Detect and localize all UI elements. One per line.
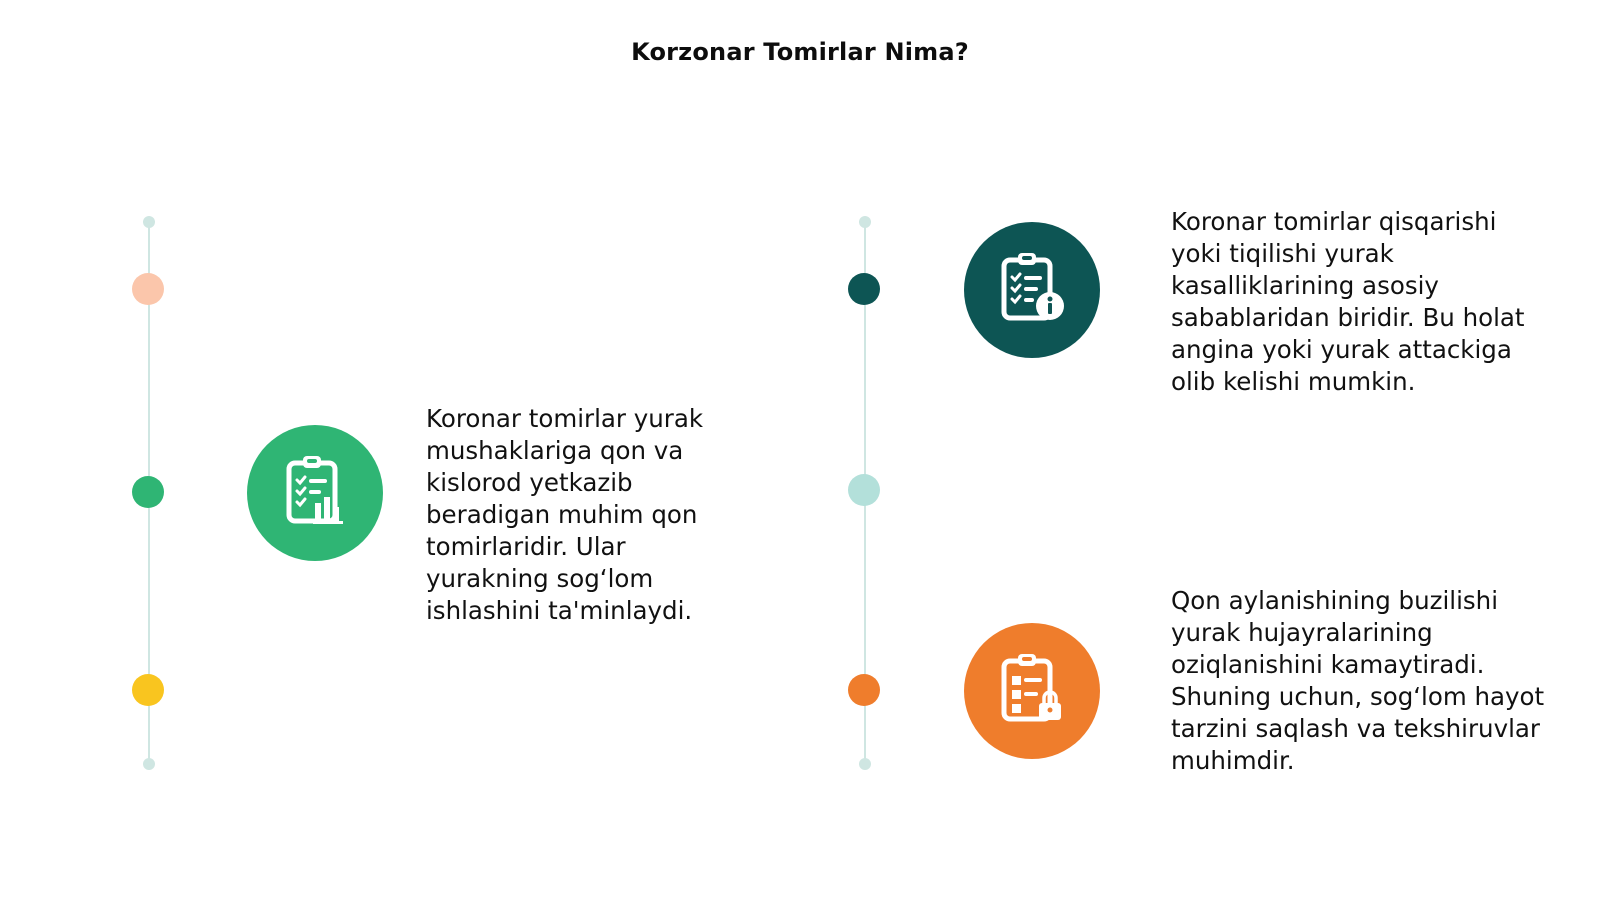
page-title: Korzonar Tomirlar Nima? bbox=[631, 38, 969, 66]
left-marker-yellow bbox=[132, 674, 164, 706]
right-timeline-top-cap bbox=[859, 216, 871, 228]
clipboard-chart-icon bbox=[275, 451, 355, 535]
clipboard-info-icon bbox=[992, 248, 1072, 332]
right-marker-teal bbox=[848, 273, 880, 305]
item-2-text: Koronar tomirlar qisqarishi yoki tiqilishi yurak kasalliklarining asosiy sabablaridan biridir. Bu holat angina yoki yurak attackiga olib kelishi mumkin. bbox=[1171, 207, 1525, 396]
right-marker-orange bbox=[848, 674, 880, 706]
right-marker-mint bbox=[848, 474, 880, 506]
right-timeline-bottom-cap bbox=[859, 758, 871, 770]
left-marker-peach bbox=[132, 273, 164, 305]
left-marker-green bbox=[132, 476, 164, 508]
item-1-icon-circle bbox=[247, 425, 383, 561]
item-3-icon-circle bbox=[964, 623, 1100, 759]
item-1-text: Koronar tomirlar yurak mushaklariga qon va kislorod yetkazib beradigan muhim qon tomirlaridir. Ular yurakning sog‘lom ishlashini ta'minlaydi. bbox=[426, 404, 704, 625]
item-2-icon-circle bbox=[964, 222, 1100, 358]
left-timeline-top-cap bbox=[143, 216, 155, 228]
item-3-text: Qon aylanishining buzilishi yurak hujayralarining oziqlanishini kamaytiradi. Shuning uchun, sog‘lom hayot tarzini saqlash va tekshiruvlar muhimdir. bbox=[1171, 586, 1545, 775]
left-timeline-bottom-cap bbox=[143, 758, 155, 770]
clipboard-lock-icon bbox=[992, 649, 1072, 733]
